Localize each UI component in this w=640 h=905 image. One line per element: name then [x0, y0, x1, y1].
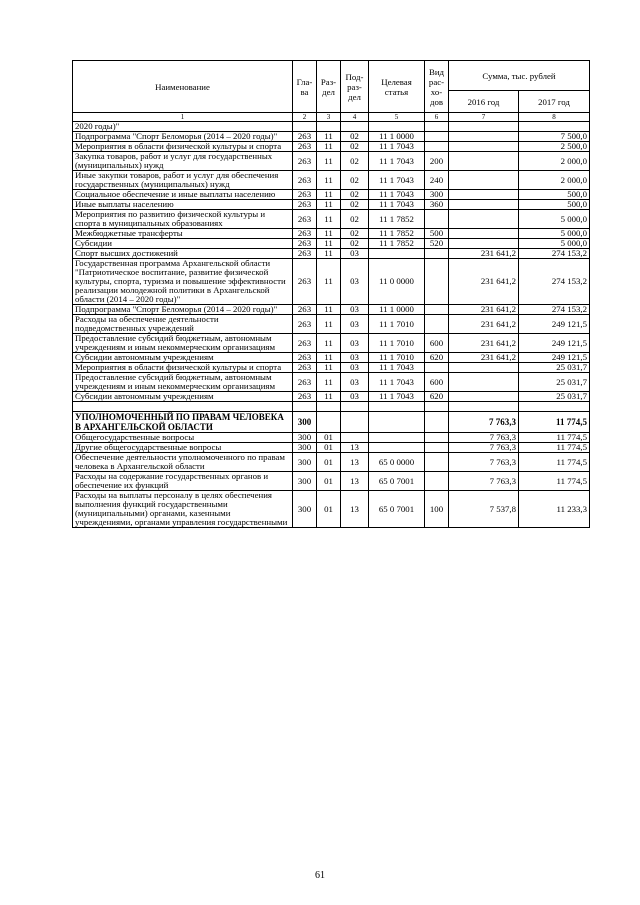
row-name: Субсидии автономным учреждениям	[73, 392, 293, 402]
row-podrazdel: 03	[341, 363, 369, 373]
row-razdel: 11	[317, 210, 341, 229]
header-name: Наименование	[73, 61, 293, 113]
row-glava: 263	[293, 171, 317, 190]
page-number: 61	[315, 870, 325, 881]
row-target: 11 1 7043	[369, 152, 425, 171]
row-sum-2017: 500,0	[519, 200, 590, 210]
row-podrazdel: 03	[341, 249, 369, 259]
row-glava: 263	[293, 142, 317, 152]
row-sum-2017: 274 153,2	[519, 259, 590, 305]
row-podrazdel: 02	[341, 132, 369, 142]
table-row	[73, 305, 590, 315]
row-name: Расходы на обеспечение деятельности подведомственных учреждений	[73, 315, 293, 334]
row-name: Подпрограмма "Спорт Беломорья (2014 – 2020 годы)"	[73, 305, 293, 315]
row-glava: 263	[293, 210, 317, 229]
row-glava: 300	[293, 412, 317, 433]
row-name: Предоставление субсидий бюджетным, автономным учреждениям и иным некоммерческим организациям	[73, 373, 293, 392]
table-row	[73, 392, 590, 402]
row-sum-2017: 11 774,5	[519, 453, 590, 472]
row-sum-2017	[519, 122, 590, 132]
row-sum-2016	[449, 152, 519, 171]
row-razdel: 11	[317, 190, 341, 200]
table-row	[73, 412, 590, 433]
header-sum: Сумма, тыс. рублей	[449, 61, 590, 91]
table-row	[73, 239, 590, 249]
row-sum-2017: 7 500,0	[519, 132, 590, 142]
row-razdel: 11	[317, 171, 341, 190]
table-row	[73, 229, 590, 239]
row-target: 11 1 0000	[369, 305, 425, 315]
header-podrazdel: Под-раз-дел	[341, 61, 369, 113]
row-glava: 300	[293, 443, 317, 453]
row-vid	[425, 142, 449, 152]
row-sum-2016: 231 641,2	[449, 353, 519, 363]
row-name: Другие общегосударственные вопросы	[73, 443, 293, 453]
row-sum-2016	[449, 229, 519, 239]
row-name: Расходы на выплаты персоналу в целях обеспечения выполнения функций государственными (муниципальными) органами, казенными учреждениями, органами управления государственными	[73, 491, 293, 528]
row-vid: 600	[425, 334, 449, 353]
row-sum-2017: 274 153,2	[519, 305, 590, 315]
row-name: Субсидии	[73, 239, 293, 249]
row-sum-2017	[519, 402, 590, 412]
row-name: Предоставление субсидий бюджетным, автономным учреждениям и иным некоммерческим организациям	[73, 334, 293, 353]
row-vid	[425, 472, 449, 491]
row-target	[369, 433, 425, 443]
row-vid	[425, 412, 449, 433]
row-sum-2016	[449, 122, 519, 132]
header-razdel: Раз-дел	[317, 61, 341, 113]
row-target: 11 1 7043	[369, 171, 425, 190]
row-glava: 263	[293, 392, 317, 402]
row-podrazdel: 03	[341, 392, 369, 402]
row-vid: 100	[425, 491, 449, 528]
row-target: 11 1 7043	[369, 363, 425, 373]
row-name: Социальное обеспечение и иные выплаты населению	[73, 190, 293, 200]
row-glava: 263	[293, 249, 317, 259]
row-target: 11 1 7852	[369, 229, 425, 239]
row-name: Мероприятия в области физической культуры и спорта	[73, 363, 293, 373]
table-row	[73, 433, 590, 443]
column-index: 1	[73, 113, 293, 122]
row-vid: 620	[425, 392, 449, 402]
row-glava: 263	[293, 239, 317, 249]
table-row	[73, 472, 590, 491]
header-year-2016: 2016 год	[449, 91, 519, 113]
row-sum-2017: 25 031,7	[519, 392, 590, 402]
row-target: 11 1 7010	[369, 315, 425, 334]
row-podrazdel: 03	[341, 315, 369, 334]
row-sum-2017: 249 121,5	[519, 334, 590, 353]
row-target: 11 1 7852	[369, 210, 425, 229]
table-row	[73, 210, 590, 229]
row-podrazdel	[341, 412, 369, 433]
table-row	[73, 402, 590, 412]
header-target: Целевая статья	[369, 61, 425, 113]
row-razdel: 11	[317, 373, 341, 392]
row-vid: 600	[425, 373, 449, 392]
row-vid	[425, 433, 449, 443]
row-sum-2016: 7 763,3	[449, 453, 519, 472]
row-razdel	[317, 402, 341, 412]
column-index: 6	[425, 113, 449, 122]
row-sum-2017: 11 233,3	[519, 491, 590, 528]
row-name	[73, 402, 293, 412]
row-glava: 300	[293, 433, 317, 443]
row-vid	[425, 402, 449, 412]
row-podrazdel: 02	[341, 210, 369, 229]
row-razdel: 11	[317, 363, 341, 373]
budget-table-sheet	[72, 60, 590, 528]
row-vid: 300	[425, 190, 449, 200]
row-sum-2016	[449, 402, 519, 412]
row-podrazdel	[341, 433, 369, 443]
row-razdel: 11	[317, 392, 341, 402]
row-name: Иные закупки товаров, работ и услуг для обеспечения государственных (муниципальных) нужд	[73, 171, 293, 190]
row-podrazdel: 13	[341, 491, 369, 528]
row-razdel: 11	[317, 334, 341, 353]
header-vid: Вид рас-хо-дов	[425, 61, 449, 113]
column-index: 5	[369, 113, 425, 122]
row-target: 11 1 7010	[369, 353, 425, 363]
row-target: 11 0 0000	[369, 259, 425, 305]
row-name: Межбюджетные трансферты	[73, 229, 293, 239]
row-sum-2017: 5 000,0	[519, 239, 590, 249]
row-podrazdel: 03	[341, 353, 369, 363]
row-vid	[425, 132, 449, 142]
row-sum-2017: 11 774,5	[519, 412, 590, 433]
row-podrazdel: 02	[341, 239, 369, 249]
row-razdel: 11	[317, 353, 341, 363]
row-glava: 263	[293, 200, 317, 210]
row-razdel: 11	[317, 239, 341, 249]
table-row	[73, 190, 590, 200]
row-glava	[293, 402, 317, 412]
row-sum-2016	[449, 171, 519, 190]
row-sum-2017: 5 000,0	[519, 229, 590, 239]
row-sum-2016: 231 641,2	[449, 249, 519, 259]
row-sum-2017: 274 153,2	[519, 249, 590, 259]
row-name: Закупка товаров, работ и услуг для государственных (муниципальных) нужд	[73, 152, 293, 171]
row-sum-2016	[449, 239, 519, 249]
row-sum-2017: 11 774,5	[519, 433, 590, 443]
row-vid: 500	[425, 229, 449, 239]
row-glava: 263	[293, 315, 317, 334]
table-row	[73, 315, 590, 334]
table-row	[73, 334, 590, 353]
row-sum-2016	[449, 200, 519, 210]
row-sum-2017: 2 000,0	[519, 171, 590, 190]
row-razdel: 11	[317, 305, 341, 315]
row-glava: 263	[293, 190, 317, 200]
table-row	[73, 491, 590, 528]
budget-table	[72, 60, 590, 528]
row-glava: 263	[293, 334, 317, 353]
row-sum-2017: 25 031,7	[519, 373, 590, 392]
row-target	[369, 412, 425, 433]
row-name: Подпрограмма "Спорт Беломорья (2014 – 2020 годы)"	[73, 132, 293, 142]
row-target: 11 1 7043	[369, 200, 425, 210]
row-sum-2016	[449, 373, 519, 392]
table-row	[73, 259, 590, 305]
row-sum-2017: 25 031,7	[519, 363, 590, 373]
row-podrazdel	[341, 402, 369, 412]
row-vid	[425, 453, 449, 472]
row-razdel: 11	[317, 200, 341, 210]
row-vid	[425, 249, 449, 259]
row-vid: 620	[425, 353, 449, 363]
table-row	[73, 453, 590, 472]
row-glava: 263	[293, 363, 317, 373]
row-target: 11 1 7043	[369, 142, 425, 152]
table-row	[73, 249, 590, 259]
row-razdel: 01	[317, 491, 341, 528]
table-body	[73, 122, 590, 528]
row-sum-2016: 7 763,3	[449, 443, 519, 453]
row-razdel: 01	[317, 453, 341, 472]
row-razdel: 11	[317, 249, 341, 259]
row-name: УПОЛНОМОЧЕННЫЙ ПО ПРАВАМ ЧЕЛОВЕКА В АРХАНГЕЛЬСКОЙ ОБЛАСТИ	[73, 412, 293, 433]
row-razdel: 11	[317, 152, 341, 171]
row-vid	[425, 305, 449, 315]
row-glava: 300	[293, 491, 317, 528]
column-index: 8	[519, 113, 590, 122]
row-name: Мероприятия по развитию физической культуры и спорта в муниципальных образованиях	[73, 210, 293, 229]
row-target: 11 1 7010	[369, 334, 425, 353]
row-podrazdel: 03	[341, 334, 369, 353]
column-index-row	[73, 113, 590, 122]
row-sum-2017: 11 774,5	[519, 443, 590, 453]
row-sum-2016: 231 641,2	[449, 334, 519, 353]
row-name: Мероприятия в области физической культуры и спорта	[73, 142, 293, 152]
row-target	[369, 443, 425, 453]
row-razdel: 11	[317, 259, 341, 305]
row-podrazdel: 13	[341, 453, 369, 472]
row-podrazdel: 03	[341, 305, 369, 315]
row-sum-2016	[449, 132, 519, 142]
row-vid	[425, 363, 449, 373]
row-sum-2016: 7 763,3	[449, 412, 519, 433]
row-vid	[425, 122, 449, 132]
row-sum-2017: 5 000,0	[519, 210, 590, 229]
row-vid	[425, 315, 449, 334]
row-name: Расходы на содержание государственных органов и обеспечение их функций	[73, 472, 293, 491]
row-sum-2017: 11 774,5	[519, 472, 590, 491]
column-index: 2	[293, 113, 317, 122]
row-razdel	[317, 122, 341, 132]
row-glava	[293, 122, 317, 132]
row-glava: 263	[293, 259, 317, 305]
table-row	[73, 443, 590, 453]
row-target: 65 0 0000	[369, 453, 425, 472]
row-sum-2016: 231 641,2	[449, 305, 519, 315]
row-sum-2017: 249 121,5	[519, 315, 590, 334]
table-row	[73, 171, 590, 190]
row-glava: 263	[293, 373, 317, 392]
row-target: 65 0 7001	[369, 491, 425, 528]
row-razdel: 11	[317, 132, 341, 142]
row-glava: 300	[293, 472, 317, 491]
row-name: Субсидии автономным учреждениям	[73, 353, 293, 363]
row-sum-2016	[449, 210, 519, 229]
row-sum-2017: 2 000,0	[519, 152, 590, 171]
row-sum-2016	[449, 363, 519, 373]
column-index: 4	[341, 113, 369, 122]
row-razdel: 01	[317, 443, 341, 453]
row-podrazdel: 02	[341, 152, 369, 171]
table-row	[73, 373, 590, 392]
row-vid	[425, 443, 449, 453]
row-sum-2016: 7 537,8	[449, 491, 519, 528]
row-razdel: 01	[317, 433, 341, 443]
row-sum-2017: 2 500,0	[519, 142, 590, 152]
row-name: Иные выплаты населению	[73, 200, 293, 210]
row-podrazdel: 03	[341, 373, 369, 392]
row-vid	[425, 210, 449, 229]
row-sum-2017: 500,0	[519, 190, 590, 200]
row-podrazdel: 02	[341, 200, 369, 210]
row-sum-2016: 231 641,2	[449, 259, 519, 305]
row-target	[369, 402, 425, 412]
row-target: 11 1 7043	[369, 392, 425, 402]
row-vid: 240	[425, 171, 449, 190]
row-sum-2016: 231 641,2	[449, 315, 519, 334]
row-podrazdel: 03	[341, 259, 369, 305]
row-target	[369, 122, 425, 132]
row-podrazdel	[341, 122, 369, 132]
row-razdel	[317, 412, 341, 433]
row-target: 11 1 7043	[369, 190, 425, 200]
row-glava: 263	[293, 152, 317, 171]
row-podrazdel: 13	[341, 443, 369, 453]
column-index: 3	[317, 113, 341, 122]
table-row	[73, 142, 590, 152]
row-target: 65 0 7001	[369, 472, 425, 491]
row-podrazdel: 13	[341, 472, 369, 491]
table-row	[73, 152, 590, 171]
row-sum-2016	[449, 142, 519, 152]
row-podrazdel: 02	[341, 171, 369, 190]
row-name: 2020 годы)"	[73, 122, 293, 132]
row-sum-2016: 7 763,3	[449, 433, 519, 443]
table-row	[73, 353, 590, 363]
row-razdel: 11	[317, 315, 341, 334]
row-target: 11 1 0000	[369, 132, 425, 142]
row-razdel: 01	[317, 472, 341, 491]
row-name: Общегосударственные вопросы	[73, 433, 293, 443]
row-vid: 360	[425, 200, 449, 210]
row-sum-2016	[449, 392, 519, 402]
row-vid: 200	[425, 152, 449, 171]
row-name: Спорт высших достижений	[73, 249, 293, 259]
row-podrazdel: 02	[341, 142, 369, 152]
column-index: 7	[449, 113, 519, 122]
row-sum-2016: 7 763,3	[449, 472, 519, 491]
row-glava: 263	[293, 353, 317, 363]
row-glava: 263	[293, 305, 317, 315]
row-name: Государственная программа Архангельской области "Патриотическое воспитание, развитие физической культуры, спорта, туризма и повышение эффективности реализации молодежной политики в Архангельской области (2014 – 2020 годы)"	[73, 259, 293, 305]
row-target: 11 1 7852	[369, 239, 425, 249]
row-glava: 300	[293, 453, 317, 472]
row-vid	[425, 259, 449, 305]
row-podrazdel: 02	[341, 229, 369, 239]
header-year-2017: 2017 год	[519, 91, 590, 113]
row-glava: 263	[293, 229, 317, 239]
table-row	[73, 122, 590, 132]
row-razdel: 11	[317, 229, 341, 239]
header-glava: Гла-ва	[293, 61, 317, 113]
table-row	[73, 200, 590, 210]
row-target	[369, 249, 425, 259]
table-row	[73, 363, 590, 373]
row-podrazdel: 02	[341, 190, 369, 200]
row-glava: 263	[293, 132, 317, 142]
row-target: 11 1 7043	[369, 373, 425, 392]
row-sum-2016	[449, 190, 519, 200]
row-razdel: 11	[317, 142, 341, 152]
row-sum-2017: 249 121,5	[519, 353, 590, 363]
row-vid: 520	[425, 239, 449, 249]
row-name: Обеспечение деятельности уполномоченного по правам человека в Архангельской области	[73, 453, 293, 472]
table-row	[73, 132, 590, 142]
